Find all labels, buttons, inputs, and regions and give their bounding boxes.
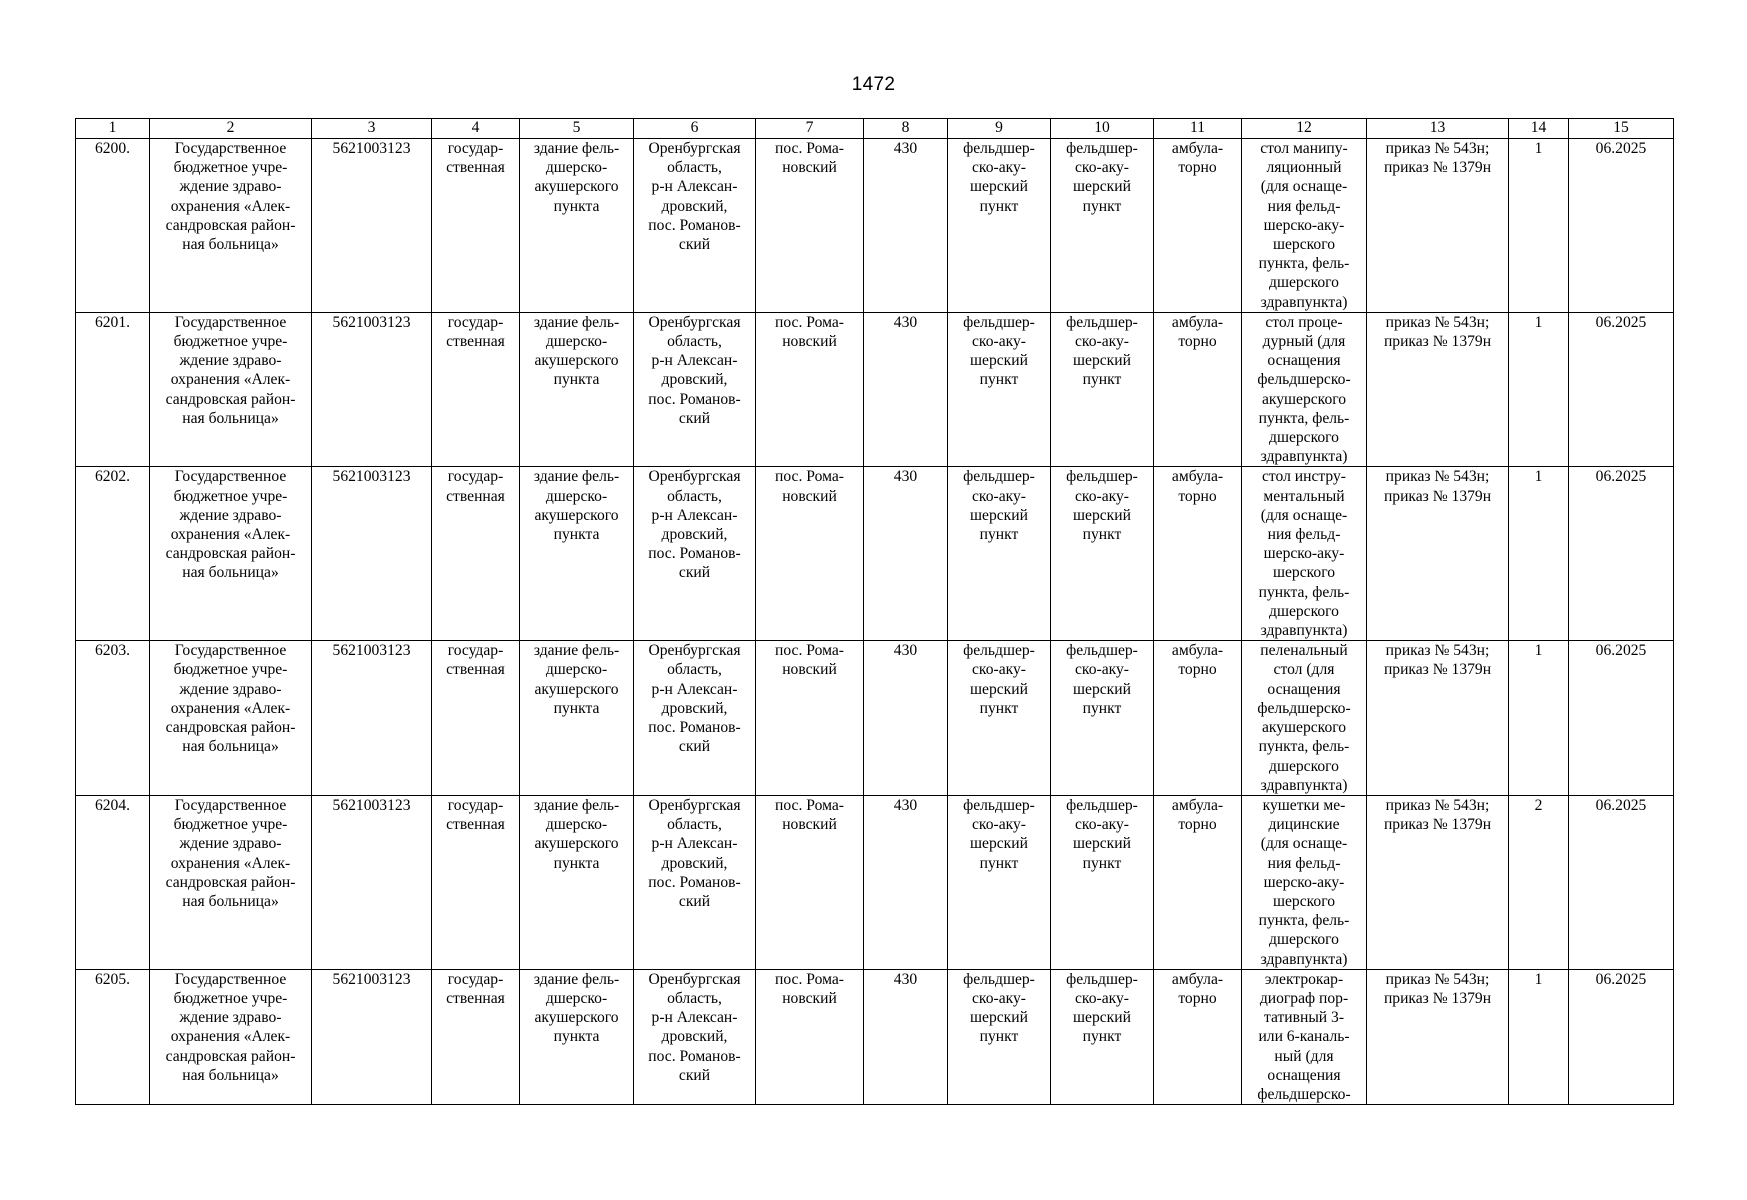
column-header: 9 (948, 119, 1051, 139)
cell-address: Оренбургская область, р-н Алексан- дровский, пос. Романов- ский (634, 467, 756, 641)
cell-care: амбула- торно (1154, 795, 1242, 969)
cell-date: 06.2025 (1569, 641, 1674, 796)
cell-equipment: электрокар- диограф пор- тативный 3- или 6-каналь- ный (для оснащения фельдшерско- (1242, 969, 1367, 1104)
cell-org: Государственное бюджетное учре- ждение здраво- охранения «Алек- сандровская район- ная больница» (150, 641, 312, 796)
cell-type9: фельдшер- ско-аку- шерский пункт (948, 467, 1051, 641)
cell-ownership: государ- ственная (432, 641, 520, 796)
cell-qty: 2 (1509, 795, 1569, 969)
cell-population: 430 (864, 312, 948, 467)
column-header: 1 (76, 119, 150, 139)
cell-population: 430 (864, 969, 948, 1104)
cell-type9: фельдшер- ско-аку- шерский пункт (948, 139, 1051, 313)
cell-care: амбула- торно (1154, 641, 1242, 796)
cell-building: здание фель- дшерско- акушерского пункта (520, 312, 634, 467)
cell-no: 6203. (76, 641, 150, 796)
cell-no: 6204. (76, 795, 150, 969)
cell-date: 06.2025 (1569, 467, 1674, 641)
column-header: 6 (634, 119, 756, 139)
cell-settlement: пос. Рома- новский (756, 139, 864, 313)
cell-population: 430 (864, 795, 948, 969)
cell-qty: 1 (1509, 312, 1569, 467)
cell-settlement: пос. Рома- новский (756, 969, 864, 1104)
cell-ownership: государ- ственная (432, 969, 520, 1104)
cell-population: 430 (864, 139, 948, 313)
cell-no: 6205. (76, 969, 150, 1104)
cell-building: здание фель- дшерско- акушерского пункта (520, 467, 634, 641)
cell-type10: фельдшер- ско-аку- шерский пункт (1051, 969, 1154, 1104)
table-row (76, 969, 1674, 1104)
cell-inn: 5621003123 (312, 312, 432, 467)
cell-order: приказ № 543н; приказ № 1379н (1367, 467, 1509, 641)
page-number: 1472 (851, 74, 896, 95)
column-header: 7 (756, 119, 864, 139)
cell-address: Оренбургская область, р-н Алексан- дровский, пос. Романов- ский (634, 641, 756, 796)
cell-care: амбула- торно (1154, 139, 1242, 313)
header-row (76, 119, 1674, 139)
cell-care: амбула- торно (1154, 467, 1242, 641)
data-table (75, 118, 1674, 1105)
cell-org: Государственное бюджетное учре- ждение здраво- охранения «Алек- сандровская район- ная больница» (150, 312, 312, 467)
cell-type10: фельдшер- ско-аку- шерский пункт (1051, 312, 1154, 467)
cell-type9: фельдшер- ско-аку- шерский пункт (948, 795, 1051, 969)
cell-no: 6200. (76, 139, 150, 313)
cell-no: 6202. (76, 467, 150, 641)
cell-ownership: государ- ственная (432, 312, 520, 467)
cell-address: Оренбургская область, р-н Алексан- дровский, пос. Романов- ский (634, 969, 756, 1104)
cell-date: 06.2025 (1569, 312, 1674, 467)
cell-care: амбула- торно (1154, 312, 1242, 467)
cell-order: приказ № 543н; приказ № 1379н (1367, 312, 1509, 467)
column-header: 3 (312, 119, 432, 139)
table-row (76, 795, 1674, 969)
cell-building: здание фель- дшерско- акушерского пункта (520, 969, 634, 1104)
column-header: 12 (1242, 119, 1367, 139)
column-header: 10 (1051, 119, 1154, 139)
column-header: 13 (1367, 119, 1509, 139)
cell-equipment: стол проце- дурный (для оснащения фельдшерско- акушерского пункта, фель- дшерского здравпункта) (1242, 312, 1367, 467)
cell-settlement: пос. Рома- новский (756, 467, 864, 641)
cell-qty: 1 (1509, 641, 1569, 796)
cell-equipment: стол инстру- ментальный (для оснаще- ния фельд- шерско-аку- шерского пункта, фель- дшерского здравпункта) (1242, 467, 1367, 641)
cell-equipment: стол манипу- ляционный (для оснаще- ния фельд- шерско-аку- шерского пункта, фель- дшерского здравпункта) (1242, 139, 1367, 313)
column-header: 5 (520, 119, 634, 139)
column-header: 8 (864, 119, 948, 139)
table-row (76, 641, 1674, 796)
column-header: 2 (150, 119, 312, 139)
cell-address: Оренбургская область, р-н Алексан- дровский, пос. Романов- ский (634, 312, 756, 467)
cell-population: 430 (864, 467, 948, 641)
column-header: 4 (432, 119, 520, 139)
cell-settlement: пос. Рома- новский (756, 641, 864, 796)
cell-inn: 5621003123 (312, 139, 432, 313)
cell-org: Государственное бюджетное учре- ждение здраво- охранения «Алек- сандровская район- ная больница» (150, 139, 312, 313)
cell-address: Оренбургская область, р-н Алексан- дровский, пос. Романов- ский (634, 795, 756, 969)
cell-date: 06.2025 (1569, 969, 1674, 1104)
cell-date: 06.2025 (1569, 139, 1674, 313)
cell-qty: 1 (1509, 467, 1569, 641)
cell-type9: фельдшер- ско-аку- шерский пункт (948, 312, 1051, 467)
cell-type10: фельдшер- ско-аку- шерский пункт (1051, 139, 1154, 313)
table-row (76, 139, 1674, 313)
column-header: 15 (1569, 119, 1674, 139)
column-header: 14 (1509, 119, 1569, 139)
cell-inn: 5621003123 (312, 467, 432, 641)
cell-type10: фельдшер- ско-аку- шерский пункт (1051, 467, 1154, 641)
cell-type10: фельдшер- ско-аку- шерский пункт (1051, 641, 1154, 796)
cell-ownership: государ- ственная (432, 795, 520, 969)
table-row (76, 467, 1674, 641)
cell-type9: фельдшер- ско-аку- шерский пункт (948, 969, 1051, 1104)
cell-equipment: пеленальный стол (для оснащения фельдшерско- акушерского пункта, фель- дшерского здравпункта) (1242, 641, 1367, 796)
cell-equipment: кушетки ме- дицинские (для оснаще- ния фельд- шерско-аку- шерского пункта, фель- дшерского здравпункта) (1242, 795, 1367, 969)
cell-org: Государственное бюджетное учре- ждение здраво- охранения «Алек- сандровская район- ная больница» (150, 467, 312, 641)
cell-inn: 5621003123 (312, 795, 432, 969)
cell-care: амбула- торно (1154, 969, 1242, 1104)
cell-org: Государственное бюджетное учре- ждение здраво- охранения «Алек- сандровская район- ная больница» (150, 969, 312, 1104)
cell-building: здание фель- дшерско- акушерского пункта (520, 641, 634, 796)
cell-building: здание фель- дшерско- акушерского пункта (520, 139, 634, 313)
cell-order: приказ № 543н; приказ № 1379н (1367, 969, 1509, 1104)
cell-order: приказ № 543н; приказ № 1379н (1367, 139, 1509, 313)
cell-ownership: государ- ственная (432, 467, 520, 641)
cell-ownership: государ- ственная (432, 139, 520, 313)
cell-org: Государственное бюджетное учре- ждение здраво- охранения «Алек- сандровская район- ная больница» (150, 795, 312, 969)
cell-inn: 5621003123 (312, 641, 432, 796)
cell-no: 6201. (76, 312, 150, 467)
cell-date: 06.2025 (1569, 795, 1674, 969)
cell-order: приказ № 543н; приказ № 1379н (1367, 641, 1509, 796)
cell-type9: фельдшер- ско-аку- шерский пункт (948, 641, 1051, 796)
cell-population: 430 (864, 641, 948, 796)
cell-inn: 5621003123 (312, 969, 432, 1104)
cell-settlement: пос. Рома- новский (756, 795, 864, 969)
cell-settlement: пос. Рома- новский (756, 312, 864, 467)
cell-qty: 1 (1509, 139, 1569, 313)
column-header: 11 (1154, 119, 1242, 139)
cell-order: приказ № 543н; приказ № 1379н (1367, 795, 1509, 969)
cell-building: здание фель- дшерско- акушерского пункта (520, 795, 634, 969)
cell-address: Оренбургская область, р-н Алексан- дровский, пос. Романов- ский (634, 139, 756, 313)
cell-type10: фельдшер- ско-аку- шерский пункт (1051, 795, 1154, 969)
cell-qty: 1 (1509, 969, 1569, 1104)
table-row (76, 312, 1674, 467)
